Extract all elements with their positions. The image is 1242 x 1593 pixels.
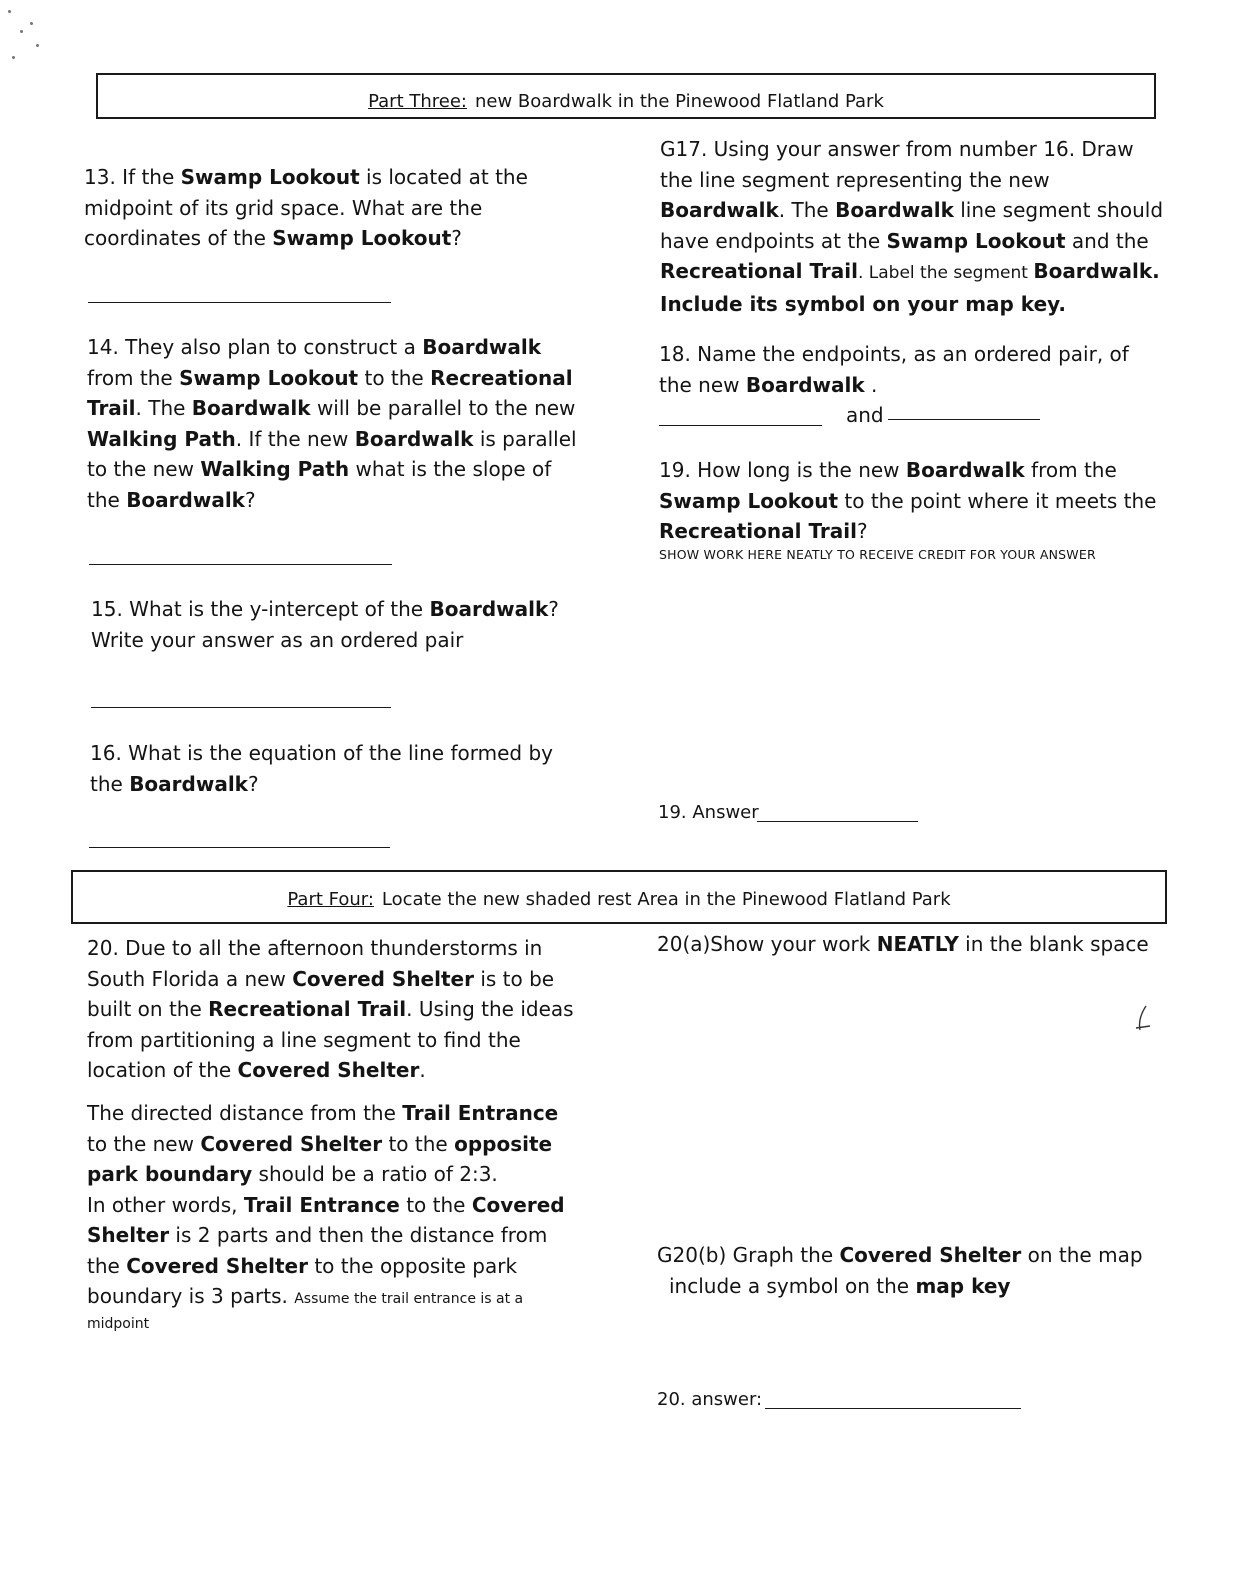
answer-line-16[interactable] bbox=[89, 847, 390, 848]
question-20b: G20(b) Graph the Covered Shelter on the map include a symbol on the map key bbox=[657, 1243, 1143, 1298]
answer-line-18b[interactable] bbox=[888, 419, 1040, 420]
answer-line-20[interactable] bbox=[765, 1408, 1021, 1409]
part-four-header bbox=[71, 870, 1167, 924]
question-13: 13. If the Swamp Lookout is located at the midpoint of its grid space. What are the coordinates of the Swamp Lookout? bbox=[84, 165, 528, 250]
answer-line-15[interactable] bbox=[91, 707, 391, 708]
question-18: 18. Name the endpoints, as an ordered pair, of the new Boardwalk . bbox=[659, 342, 1129, 397]
answer-line-14[interactable] bbox=[89, 564, 392, 565]
part-three-header bbox=[96, 73, 1156, 119]
and-text: and bbox=[846, 403, 884, 427]
question-20-ratio: The directed distance from the Trail Entrance to the new Covered Shelter to the opposite park boundary should be a ratio of 2:3. In other words, Trail Entrance to the Covered Shelter is 2 parts and then the distance from the Covered Shelter to the opposite park boundary is 3 parts. Assume the trail entrance is at a midpoint bbox=[87, 1101, 565, 1332]
scan-speck bbox=[12, 56, 15, 59]
scan-speck bbox=[8, 10, 11, 13]
question-14: 14. They also plan to construct a Boardwalk from the Swamp Lookout to the Recreational Trail. The Boardwalk will be parallel to the new Walking Path. If the new Boardwalk is parallel to the new Walking Path what is the slope of the Boardwalk? bbox=[87, 335, 577, 512]
answer-20-label: 20. answer: bbox=[657, 1389, 763, 1410]
question-19: 19. How long is the new Boardwalk from the Swamp Lookout to the point where it meets the Recreational Trail? bbox=[659, 458, 1157, 543]
part-three-title: new Boardwalk in the Pinewood Flatland Park bbox=[475, 91, 884, 112]
part-four-label: Part Four: bbox=[287, 889, 374, 910]
scan-speck bbox=[36, 44, 39, 47]
question-16: 16. What is the equation of the line formed by the Boardwalk? bbox=[90, 741, 553, 796]
pencil-mark bbox=[1132, 1004, 1156, 1038]
question-20a: 20(a)Show your work NEATLY in the blank space bbox=[657, 932, 1149, 956]
scan-speck bbox=[30, 22, 33, 25]
question-15: 15. What is the y-intercept of the Boardwalk? Write your answer as an ordered pair bbox=[91, 597, 559, 652]
question-17: G17. Using your answer from number 16. Draw the line segment representing the new Boardwalk. The Boardwalk line segment should have endpoints at the Swamp Lookout and the Recreational Trail. Label the segment Boardwalk. Include its symbol on your map key. bbox=[660, 137, 1164, 316]
scan-speck bbox=[20, 30, 23, 33]
part-four-title: Locate the new shaded rest Area in the Pinewood Flatland Park bbox=[381, 889, 951, 910]
answer-19-label: 19. Answer bbox=[658, 802, 759, 823]
answer-line-13[interactable] bbox=[88, 302, 391, 303]
part-three-label: Part Three: bbox=[368, 91, 467, 112]
answer-line-19[interactable] bbox=[757, 821, 918, 822]
show-work-note: SHOW WORK HERE NEATLY TO RECEIVE CREDIT FOR YOUR ANSWER bbox=[659, 547, 1096, 562]
answer-line-18a[interactable] bbox=[659, 425, 822, 426]
question-20: 20. Due to all the afternoon thunderstorms in South Florida a new Covered Shelter is to be built on the Recreational Trail. Using the ideas from partitioning a line segment to find the location of the Covered Shelter. bbox=[87, 936, 574, 1082]
